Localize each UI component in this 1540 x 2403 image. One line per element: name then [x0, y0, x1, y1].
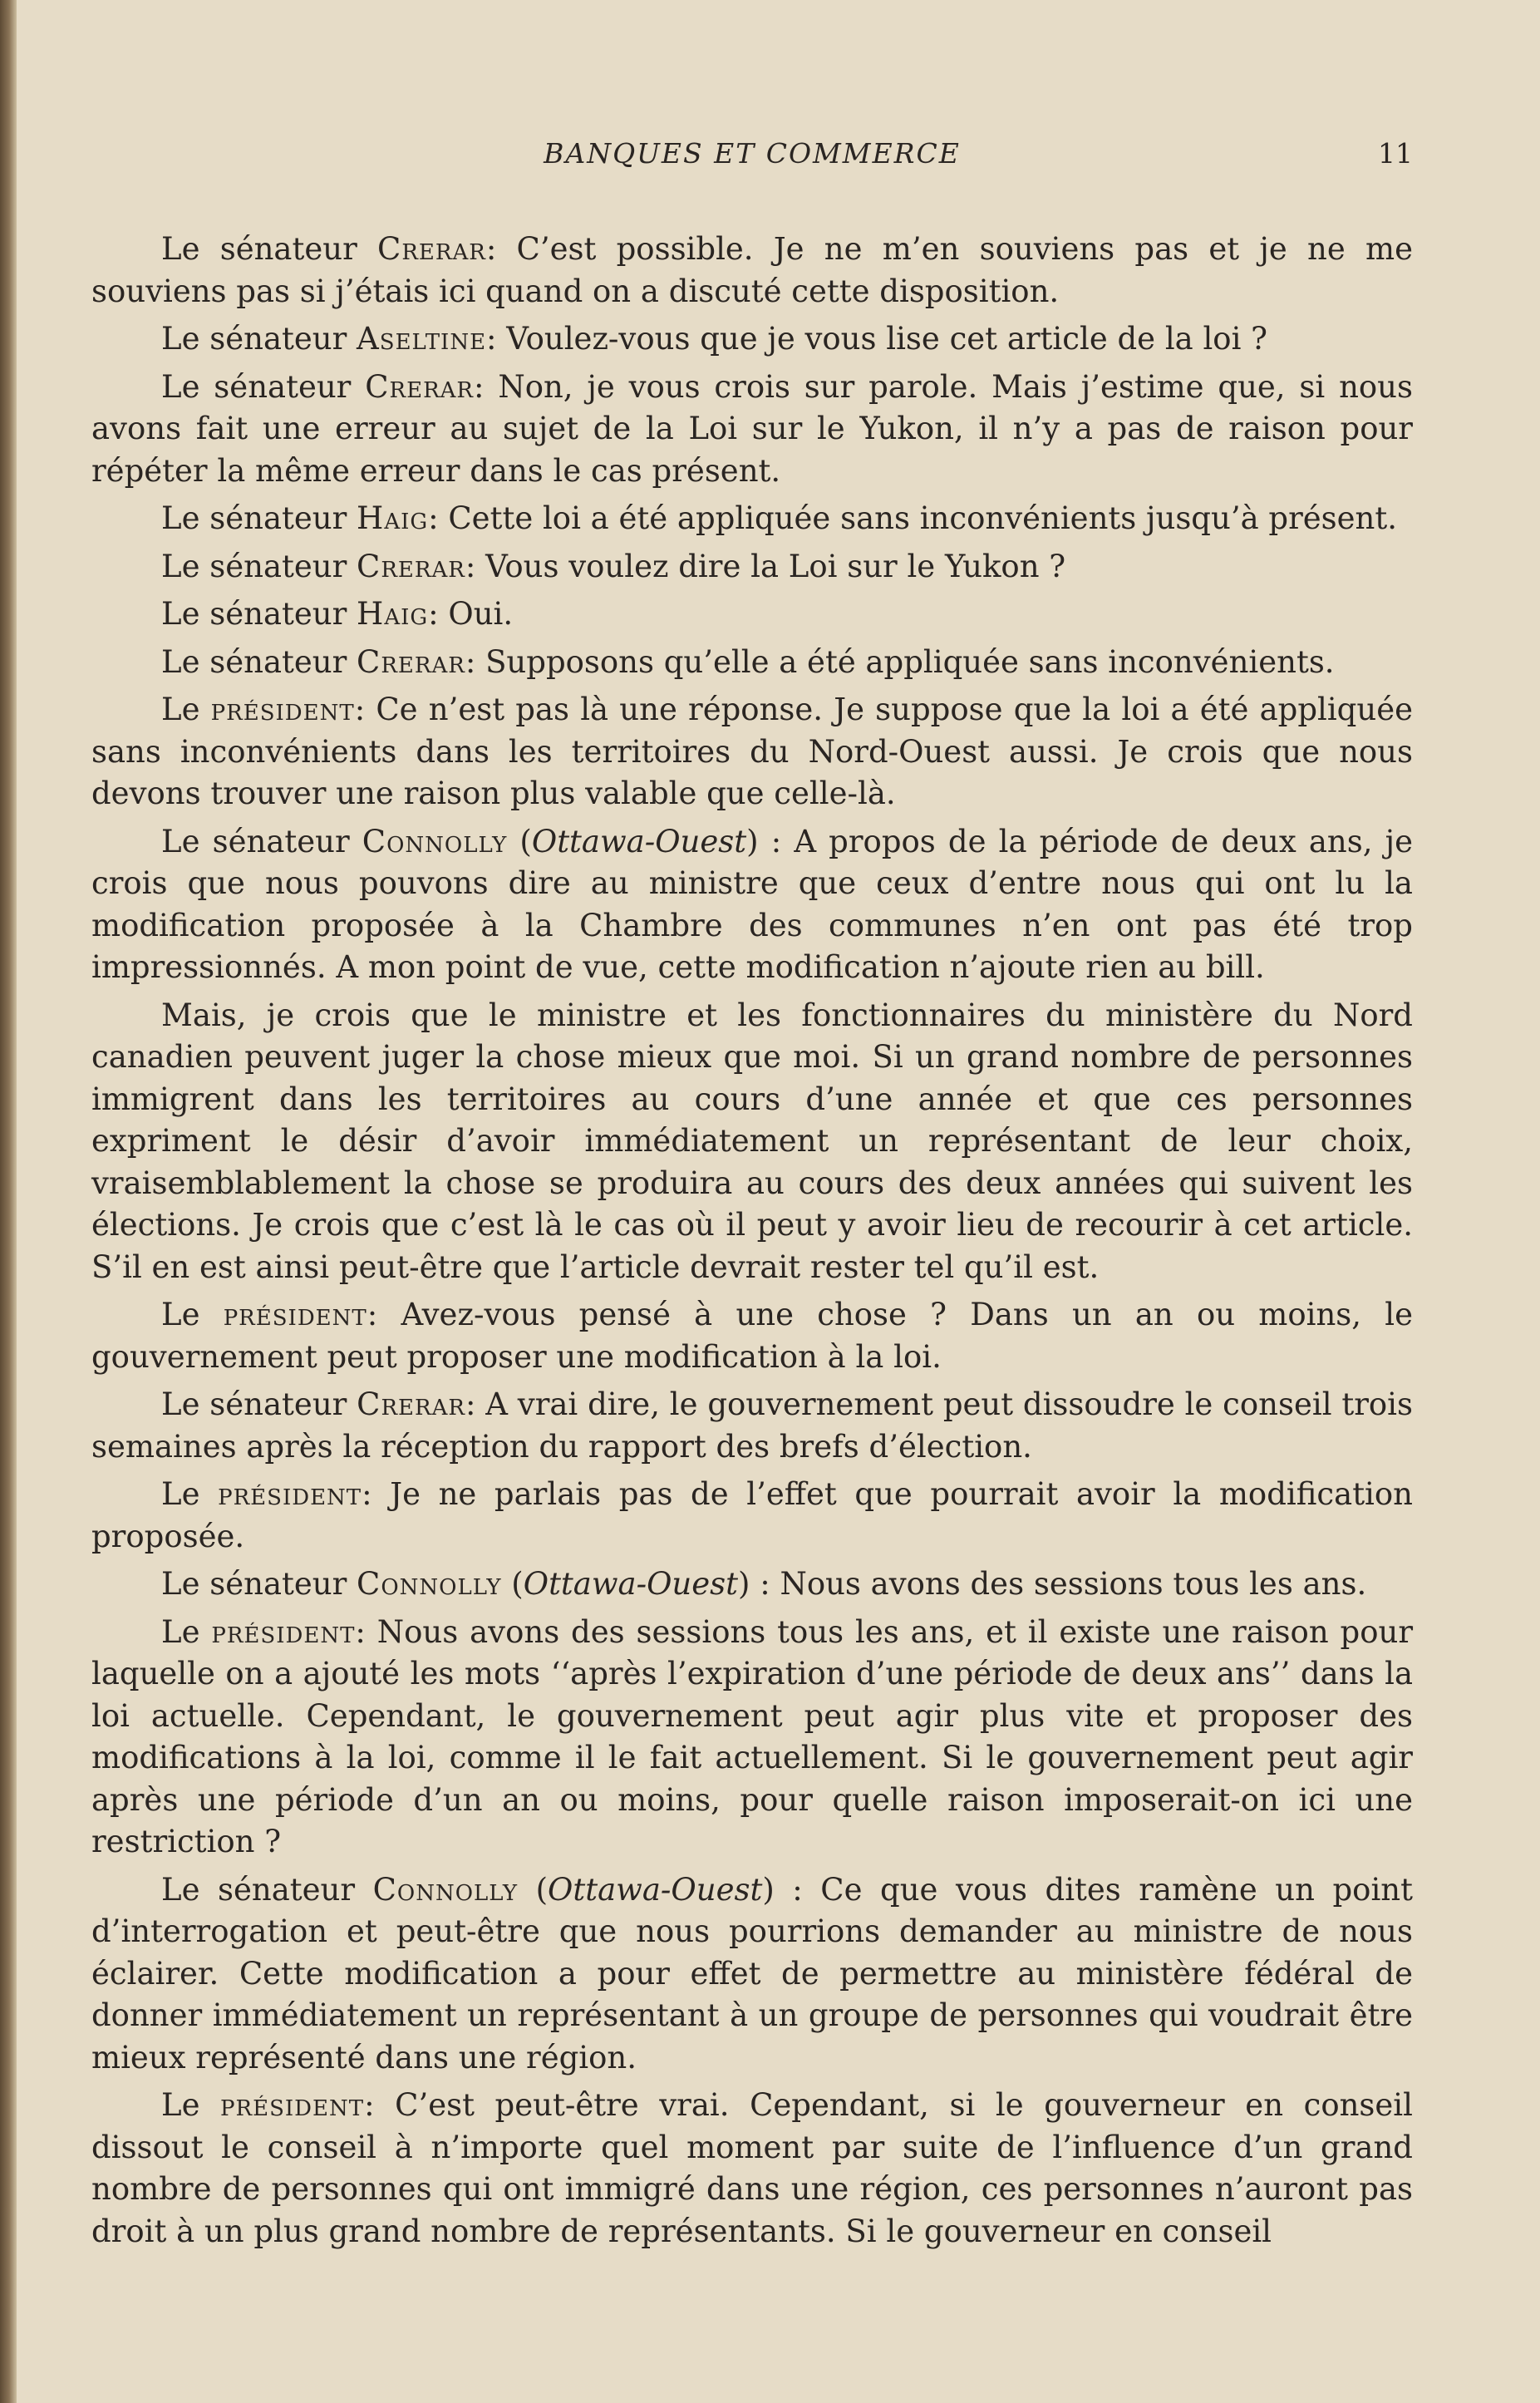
- transcript-paragraph: [91, 318, 1413, 361]
- speaker-prefix: Le sénateur: [161, 1566, 357, 1602]
- page-header: [91, 137, 1413, 187]
- transcript-paragraph: [91, 593, 1413, 636]
- paragraph-text: Oui.: [448, 596, 514, 632]
- speaker-separator: :: [354, 692, 376, 727]
- transcript-paragraph: [91, 995, 1413, 1289]
- speaker-name: Crerar: [357, 1386, 465, 1422]
- speaker-separator: :: [465, 1386, 486, 1422]
- speaker-prefix: Le sénateur: [161, 321, 357, 357]
- speaker-prefix: Le: [161, 1297, 224, 1332]
- speaker-prefix: Le: [161, 692, 211, 727]
- speaker-name: président: [218, 1476, 362, 1512]
- speaker-separator: :: [428, 500, 449, 536]
- page-number: 11: [1378, 137, 1413, 170]
- transcript-paragraph: [91, 1474, 1413, 1558]
- speaker-separator: :: [465, 643, 486, 680]
- paragraph-text: Mais, je crois que le ministre et les fonctionnaires du ministère du Nord canadien peuvent juger la chose mieux que moi. Si un grand nombre de personnes immigrent dans les territoires au cours d’une année et que ces personnes expriment le désir d’avoir immédiatement un représentant de leur choix, vraisemblablement la chose se produira au cours des deux années qui suivent les élections. Je crois que c’est là le cas où il peut y avoir lieu de recourir à cet article. S’il en est ainsi peut-être que l’article devrait rester tel qu’il est.: [91, 997, 1413, 1285]
- paragraph-text: C’est possible. Je ne m’en souviens pas et je ne me souviens pas si j’étais ici quand on a discuté cette disposition.: [91, 231, 1413, 309]
- speaker-separator: :: [474, 368, 499, 405]
- speaker-separator: :: [362, 1476, 391, 1512]
- transcript-paragraph: Le sénateur Connolly (Ottawa-Ouest) : Nous avons des sessions tous les ans.: [161, 1566, 1367, 1602]
- transcript-paragraph: [91, 689, 1413, 815]
- speaker-prefix: Le sénateur: [161, 643, 357, 680]
- speaker-separator: :: [750, 1566, 780, 1602]
- transcript-paragraph: [91, 1612, 1413, 1864]
- speaker-prefix: Le: [161, 1476, 219, 1512]
- speaker-prefix: Le sénateur: [161, 500, 357, 536]
- speaker-name: Crerar: [357, 643, 465, 680]
- speaker-name: président: [211, 1613, 356, 1650]
- transcript-paragraph: Le sénateur Connolly (Ottawa-Ouest) : A propos de la période de deux ans, je crois que nous pouvons dire au ministre que ceux d’entre nous qui ont lu la modification proposée à la Chambre des communes n’en ont pas été trop impressionnés. A mon point de vue, cette modification n’ajoute rien au bill.: [91, 823, 1413, 985]
- speaker-name: président: [223, 1297, 367, 1332]
- paragraph-text: Non, je vous crois sur parole. Mais j’estime que, si nous avons fait une erreur au sujet de la Loi sur le Yukon, il n’y a pas de raison pour répéter la même erreur dans le cas présent.: [91, 368, 1413, 489]
- speaker-prefix: Le sénateur: [161, 823, 362, 859]
- paragraph-text: C’est peut-être vrai. Cependant, si le gouverneur en conseil dissout le conseil à n’importe quel moment par suite de l’influence d’un grand nombre de personnes qui ont immigré dans une région, ces personnes n’auront pas droit à un plus grand nombre de représentants. Si le gouverneur en conseil: [91, 2087, 1413, 2249]
- transcript-paragraph: [91, 2085, 1413, 2253]
- speaker-prefix: Le: [161, 1613, 212, 1650]
- speaker-name: Crerar: [377, 231, 486, 267]
- transcript-paragraph: [91, 1384, 1413, 1468]
- document-page: [91, 137, 1413, 2258]
- speaker-prefix: Le sénateur: [161, 548, 357, 584]
- speaker-name: Connolly: [372, 1871, 519, 1908]
- speaker-prefix: Le: [161, 2087, 221, 2123]
- speaker-name: Aseltine: [357, 321, 487, 357]
- transcript-paragraph: Le sénateur Connolly (Ottawa-Ouest) : Ce que vous dites ramène un point d’interrogation et peut-être que nous pourrions demander au ministre de nous éclairer. Cette modification a pour effet de permettre au ministère fédéral de donner immédiatement un représentant à un groupe de personnes qui voudrait être mieux représenté dans une région.: [91, 1871, 1413, 2076]
- document-body: [91, 229, 1413, 2253]
- paragraph-text: Vous voulez dire la Loi sur le Yukon ?: [485, 548, 1066, 584]
- speaker-name: Crerar: [365, 368, 474, 405]
- speaker-separator: :: [355, 1613, 377, 1650]
- speaker-name: président: [220, 2087, 365, 2123]
- transcript-paragraph: [91, 1294, 1413, 1378]
- transcript-paragraph: [91, 642, 1413, 684]
- paragraph-text: Nous avons des sessions tous les ans.: [780, 1566, 1367, 1602]
- speaker-separator: :: [364, 2087, 396, 2123]
- transcript-paragraph: [91, 498, 1413, 540]
- transcript-paragraph: [91, 229, 1413, 313]
- speaker-prefix: Le sénateur: [161, 1871, 373, 1908]
- paragraph-text: Supposons qu’elle a été appliquée sans inconvénients.: [485, 643, 1335, 680]
- speaker-riding: Ottawa-Ouest: [523, 1566, 739, 1602]
- speaker-name: Crerar: [357, 548, 465, 584]
- paragraph-text: Voulez-vous que je vous lise cet article de la loi ?: [506, 321, 1268, 357]
- speaker-separator: :: [774, 1871, 821, 1908]
- speaker-name: Connolly: [357, 1566, 502, 1602]
- paragraph-text: A vrai dire, le gouvernement peut dissoudre le conseil trois semaines après la réception du rapport des brefs d’élection.: [91, 1386, 1413, 1465]
- speaker-name: Haig: [357, 596, 429, 632]
- transcript-paragraph: [91, 546, 1413, 588]
- speaker-prefix: Le sénateur: [161, 1386, 357, 1422]
- speaker-name: Haig: [357, 500, 429, 536]
- paragraph-text: Je ne parlais pas de l’effet que pourrait avoir la modification proposée.: [91, 1476, 1413, 1554]
- speaker-riding: Ottawa-Ouest: [548, 1871, 763, 1908]
- paragraph-text: Ce que vous dites ramène un point d’interrogation et peut-être que nous pourrions demander au ministre de nous éclairer. Cette modification a pour effet de permettre au ministère fédéral de donner immédiatement un représentant à un groupe de personnes qui voudrait être mieux représenté dans une région.: [91, 1871, 1413, 2076]
- speaker-separator: :: [485, 231, 517, 267]
- speaker-separator: :: [367, 1297, 401, 1332]
- speaker-prefix: Le sénateur: [161, 368, 366, 405]
- transcript-paragraph: [91, 367, 1413, 493]
- speaker-separator: :: [428, 596, 449, 632]
- paragraph-text: Cette loi a été appliquée sans inconvénients jusqu’à présent.: [448, 500, 1398, 536]
- speaker-separator: :: [465, 548, 486, 584]
- running-title: BANQUES ET COMMERCE: [544, 137, 961, 170]
- speaker-prefix: Le sénateur: [161, 231, 378, 267]
- book-binding-edge: [0, 0, 17, 2403]
- speaker-riding: Ottawa-Ouest: [531, 823, 747, 859]
- speaker-separator: :: [758, 823, 795, 859]
- paragraph-text: Nous avons des sessions tous les ans, et il existe une raison pour laquelle on a ajouté les mots ‘‘après l’expiration d’une période de deux ans’’ dans la loi actuelle. Cependant, le gouvernement peut agir plus vite et proposer des modifications à la loi, comme il le fait actuellement. Si le gouvernement peut agir après une période d’un an ou moins, pour quelle raison imposerait-on ici une restriction ?: [91, 1613, 1414, 1859]
- speaker-prefix: Le sénateur: [161, 596, 357, 632]
- speaker-name: président: [210, 692, 355, 727]
- speaker-name: Connolly: [362, 823, 508, 859]
- paragraph-text: Ce n’est pas là une réponse. Je suppose que la loi a été appliquée sans inconvénients dans les territoires du Nord-Ouest aussi. Je crois que nous devons trouver une raison plus valable que celle-là.: [91, 692, 1413, 811]
- paragraph-text: A propos de la période de deux ans, je crois que nous pouvons dire au ministre que ceux d’entre nous qui ont lu la modification proposée à la Chambre des communes n’en ont pas été trop impressionnés. A mon point de vue, cette modification n’ajoute rien au bill.: [91, 823, 1413, 985]
- paragraph-text: Avez-vous pensé à une chose ? Dans un an ou moins, le gouvernement peut proposer une modification à la loi.: [91, 1297, 1413, 1375]
- speaker-separator: :: [486, 321, 507, 357]
